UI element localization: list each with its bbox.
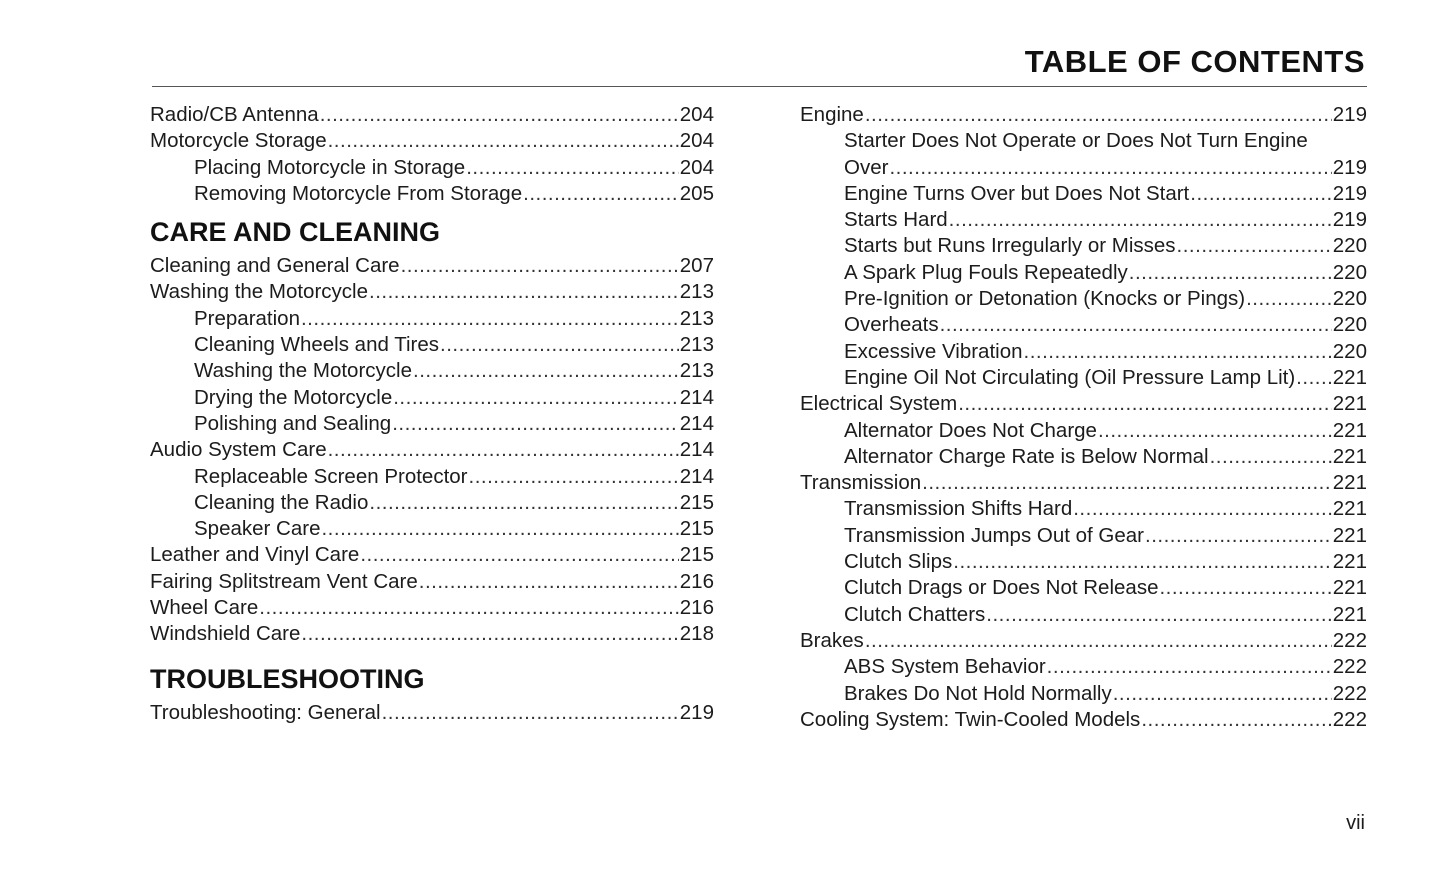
toc-entry-title: A Spark Plug Fouls Repeatedly xyxy=(844,260,1128,284)
leader-dots xyxy=(1210,444,1332,470)
toc-entry-page: 222 xyxy=(1332,707,1367,731)
toc-entry[interactable] xyxy=(800,207,1367,233)
toc-entry-page: 222 xyxy=(1332,655,1367,679)
leader-dots xyxy=(301,621,678,647)
toc-entry[interactable] xyxy=(800,707,1367,733)
toc-entry-page: 214 xyxy=(679,385,714,409)
toc-entry-page: 220 xyxy=(1332,313,1367,337)
toc-entry-title: Engine Turns Over but Does Not Start xyxy=(844,181,1190,205)
toc-entry-title: Starts but Runs Irregularly or Misses xyxy=(844,234,1176,258)
toc-entry[interactable] xyxy=(150,595,714,621)
toc-entry-title: Alternator Charge Rate is Below Normal xyxy=(844,444,1209,468)
leader-dots xyxy=(1159,575,1331,601)
toc-entry[interactable] xyxy=(800,523,1367,549)
leader-dots xyxy=(393,385,679,411)
toc-entry[interactable] xyxy=(800,339,1367,365)
toc-entry[interactable] xyxy=(150,621,714,647)
toc-entry-title: Wheel Care xyxy=(150,596,259,620)
toc-entry-title: Clutch Drags or Does Not Release xyxy=(844,576,1159,600)
toc-entry-page: 216 xyxy=(679,569,714,593)
toc-entry-title: Windshield Care xyxy=(150,622,301,646)
toc-entry-title: Starts Hard xyxy=(844,208,948,232)
toc-entry-title: Brakes Do Not Hold Normally xyxy=(844,681,1112,705)
leader-dots xyxy=(865,628,1332,654)
toc-entry[interactable] xyxy=(800,102,1367,128)
toc-entry-page: 213 xyxy=(679,306,714,330)
toc-entry-page: 219 xyxy=(1332,155,1367,179)
toc-entry[interactable] xyxy=(800,286,1367,312)
right-column xyxy=(800,102,1367,733)
toc-entry[interactable] xyxy=(800,128,1367,181)
toc-entry-title: Placing Motorcycle in Storage xyxy=(194,155,466,179)
toc-entry-page: 215 xyxy=(679,517,714,541)
leader-dots xyxy=(419,569,679,595)
toc-entry-page: 205 xyxy=(679,181,714,205)
leader-dots xyxy=(392,411,679,437)
toc-entry-page: 204 xyxy=(679,155,714,179)
toc-entry-page: 221 xyxy=(1332,576,1367,600)
leader-dots xyxy=(259,595,679,621)
toc-entry-title: Clutch Chatters xyxy=(844,602,986,626)
toc-entry-title: Fairing Splitstream Vent Care xyxy=(150,569,418,593)
toc-entry[interactable] xyxy=(150,279,714,305)
leader-dots xyxy=(466,155,679,181)
toc-entry-title: Preparation xyxy=(194,306,300,330)
toc-entry-page: 219 xyxy=(1332,181,1367,205)
toc-entry[interactable] xyxy=(150,102,714,128)
toc-entry-title: Clutch Slips xyxy=(844,550,953,574)
toc-entry[interactable] xyxy=(150,700,714,726)
leader-dots xyxy=(940,312,1332,338)
toc-entry-page: 221 xyxy=(1332,392,1367,416)
toc-entry-title: Drying the Motorcycle xyxy=(194,385,393,409)
toc-entry-page: 222 xyxy=(1332,681,1367,705)
toc-entry-title-continued: Over xyxy=(844,155,889,179)
leader-dots xyxy=(413,358,679,384)
leader-dots xyxy=(889,155,1331,181)
toc-entry-title: Leather and Vinyl Care xyxy=(150,543,360,567)
leader-dots xyxy=(440,332,679,358)
toc-entry-title: Cleaning Wheels and Tires xyxy=(194,333,439,357)
leader-dots xyxy=(1098,418,1332,444)
toc-entry[interactable] xyxy=(800,181,1367,207)
leader-dots xyxy=(1246,286,1332,312)
toc-entry-page: 221 xyxy=(1332,550,1367,574)
toc-entry-page: 221 xyxy=(1332,444,1367,468)
leader-dots xyxy=(321,516,678,542)
toc-list-care xyxy=(150,253,714,647)
leader-dots xyxy=(1024,339,1332,365)
toc-entry-title: Brakes xyxy=(800,628,864,652)
leader-dots xyxy=(401,253,679,279)
toc-entry[interactable] xyxy=(150,358,714,384)
toc-entry-page: 207 xyxy=(679,254,714,278)
toc-entry[interactable] xyxy=(150,306,714,332)
toc-entry-page: 215 xyxy=(679,543,714,567)
leader-dots xyxy=(382,700,679,726)
toc-entry[interactable] xyxy=(150,569,714,595)
toc-entry-page: 204 xyxy=(679,103,714,126)
leader-dots xyxy=(986,602,1332,628)
toc-entry-title: Removing Motorcycle From Storage xyxy=(194,181,523,205)
toc-entry-page: 216 xyxy=(679,596,714,620)
toc-entry-page: 219 xyxy=(1332,103,1367,126)
toc-entry[interactable] xyxy=(800,418,1367,444)
toc-entry-page: 221 xyxy=(1332,471,1367,495)
toc-entry[interactable] xyxy=(150,181,714,207)
leader-dots xyxy=(865,102,1332,128)
toc-entry-title: Polishing and Sealing xyxy=(194,411,392,435)
toc-entry-title: Transmission Shifts Hard xyxy=(844,497,1073,521)
toc-entry-title: Cleaning the Radio xyxy=(194,490,369,514)
toc-entry-page: 221 xyxy=(1332,602,1367,626)
toc-entry-page: 214 xyxy=(679,411,714,435)
toc-entry-title: Washing the Motorcycle xyxy=(194,359,412,383)
leader-dots xyxy=(1073,496,1332,522)
toc-entry[interactable] xyxy=(150,490,714,516)
toc-entry-title: Engine xyxy=(800,103,864,126)
leader-dots xyxy=(328,128,679,154)
toc-entry-page: 221 xyxy=(1332,497,1367,521)
toc-list-storage xyxy=(150,102,714,207)
toc-entry[interactable] xyxy=(800,312,1367,338)
section-heading-care-and-cleaning: CARE AND CLEANING xyxy=(150,217,440,248)
toc-entry-page: 215 xyxy=(679,490,714,514)
toc-entry-title: Starter Does Not Operate or Does Not Turn Engine xyxy=(844,129,1308,153)
leader-dots xyxy=(1129,260,1332,286)
toc-entry[interactable] xyxy=(150,385,714,411)
toc-entry[interactable] xyxy=(150,464,714,490)
leader-dots xyxy=(1113,681,1332,707)
leader-dots xyxy=(922,470,1332,496)
toc-entry[interactable] xyxy=(800,549,1367,575)
leader-dots xyxy=(953,549,1332,575)
toc-entry-page: 220 xyxy=(1332,287,1367,311)
toc-list-troubleshooting-topics xyxy=(800,181,1367,733)
toc-entry[interactable] xyxy=(800,470,1367,496)
leader-dots xyxy=(369,279,679,305)
toc-entry-page: 221 xyxy=(1332,365,1367,389)
toc-entry-title: Troubleshooting: General xyxy=(150,700,381,724)
toc-entry-title: Pre-Ignition or Detonation (Knocks or Pings) xyxy=(844,287,1246,311)
toc-entry-title: Transmission Jumps Out of Gear xyxy=(844,523,1145,547)
leader-dots xyxy=(949,207,1332,233)
toc-entry[interactable] xyxy=(800,233,1367,259)
leader-dots xyxy=(1047,654,1332,680)
toc-entry[interactable] xyxy=(150,437,714,463)
page-number: vii xyxy=(1346,812,1365,834)
toc-entry[interactable] xyxy=(150,128,714,154)
leader-dots xyxy=(328,437,679,463)
toc-entry-title: Excessive Vibration xyxy=(844,339,1023,363)
toc-entry-title: Audio System Care xyxy=(150,438,327,462)
toc-entry-title: Overheats xyxy=(844,313,939,337)
leader-dots xyxy=(523,181,679,207)
toc-list-troubleshooting xyxy=(150,700,714,726)
toc-entry-page: 221 xyxy=(1332,418,1367,442)
toc-entry-title: Radio/CB Antenna xyxy=(150,103,319,126)
toc-entry-page: 219 xyxy=(679,700,714,724)
toc-entry-page: 213 xyxy=(679,333,714,357)
toc-entry[interactable] xyxy=(800,365,1367,391)
leader-dots xyxy=(360,542,678,568)
leader-dots xyxy=(469,464,679,490)
toc-entry[interactable] xyxy=(800,496,1367,522)
leader-dots xyxy=(958,391,1332,417)
toc-entry-page: 213 xyxy=(679,280,714,304)
toc-entry-page: 222 xyxy=(1332,628,1367,652)
toc-entry-title: Alternator Does Not Charge xyxy=(844,418,1097,442)
toc-entry[interactable] xyxy=(150,542,714,568)
toc-entry-title: Speaker Care xyxy=(194,517,321,541)
toc-entry-page: 220 xyxy=(1332,234,1367,258)
section-heading-troubleshooting: TROUBLESHOOTING xyxy=(150,663,425,694)
toc-entry-page: 204 xyxy=(679,129,714,153)
toc-entry-page: 219 xyxy=(1332,208,1367,232)
toc-entry[interactable] xyxy=(800,444,1367,470)
toc-entry-title: Motorcycle Storage xyxy=(150,129,327,153)
toc-entry-page: 214 xyxy=(679,464,714,488)
toc-entry-page: 221 xyxy=(1332,523,1367,547)
leader-dots xyxy=(1145,523,1332,549)
toc-entry-title: Engine Oil Not Circulating (Oil Pressure Lamp Lit) xyxy=(844,365,1296,389)
toc-entry[interactable] xyxy=(150,332,714,358)
leader-dots xyxy=(301,306,679,332)
toc-entry-title: Replaceable Screen Protector xyxy=(194,464,468,488)
toc-entry[interactable] xyxy=(150,516,714,542)
toc-entry-page: 220 xyxy=(1332,339,1367,363)
leader-dots xyxy=(1141,707,1331,733)
toc-entry-title: Transmission xyxy=(800,471,922,495)
toc-entry[interactable] xyxy=(800,654,1367,680)
toc-entry-title: Cleaning and General Care xyxy=(150,254,400,278)
leader-dots xyxy=(1177,233,1332,259)
toc-entry-title: Electrical System xyxy=(800,392,958,416)
toc-entry-title: Cooling System: Twin-Cooled Models xyxy=(800,707,1141,731)
page-title: TABLE OF CONTENTS xyxy=(1024,44,1365,79)
toc-entry-title: Washing the Motorcycle xyxy=(150,280,368,304)
header-rule xyxy=(152,86,1367,87)
toc-entry-title: ABS System Behavior xyxy=(844,655,1046,679)
toc-entry[interactable] xyxy=(800,391,1367,417)
toc-entry[interactable] xyxy=(800,628,1367,654)
toc-entry-page: 213 xyxy=(679,359,714,383)
toc-entry[interactable] xyxy=(150,411,714,437)
toc-entry[interactable] xyxy=(800,602,1367,628)
leader-dots xyxy=(1296,365,1332,391)
leader-dots xyxy=(320,102,679,128)
toc-entry[interactable] xyxy=(800,681,1367,707)
toc-entry-page: 214 xyxy=(679,438,714,462)
toc-entry[interactable] xyxy=(800,575,1367,601)
leader-dots xyxy=(369,490,678,516)
toc-entry[interactable] xyxy=(150,155,714,181)
toc-entry-page: 220 xyxy=(1332,260,1367,284)
toc-entry[interactable] xyxy=(150,253,714,279)
left-column xyxy=(150,102,714,726)
toc-entry-page: 218 xyxy=(679,622,714,646)
toc-entry[interactable] xyxy=(800,260,1367,286)
leader-dots xyxy=(1190,181,1332,207)
